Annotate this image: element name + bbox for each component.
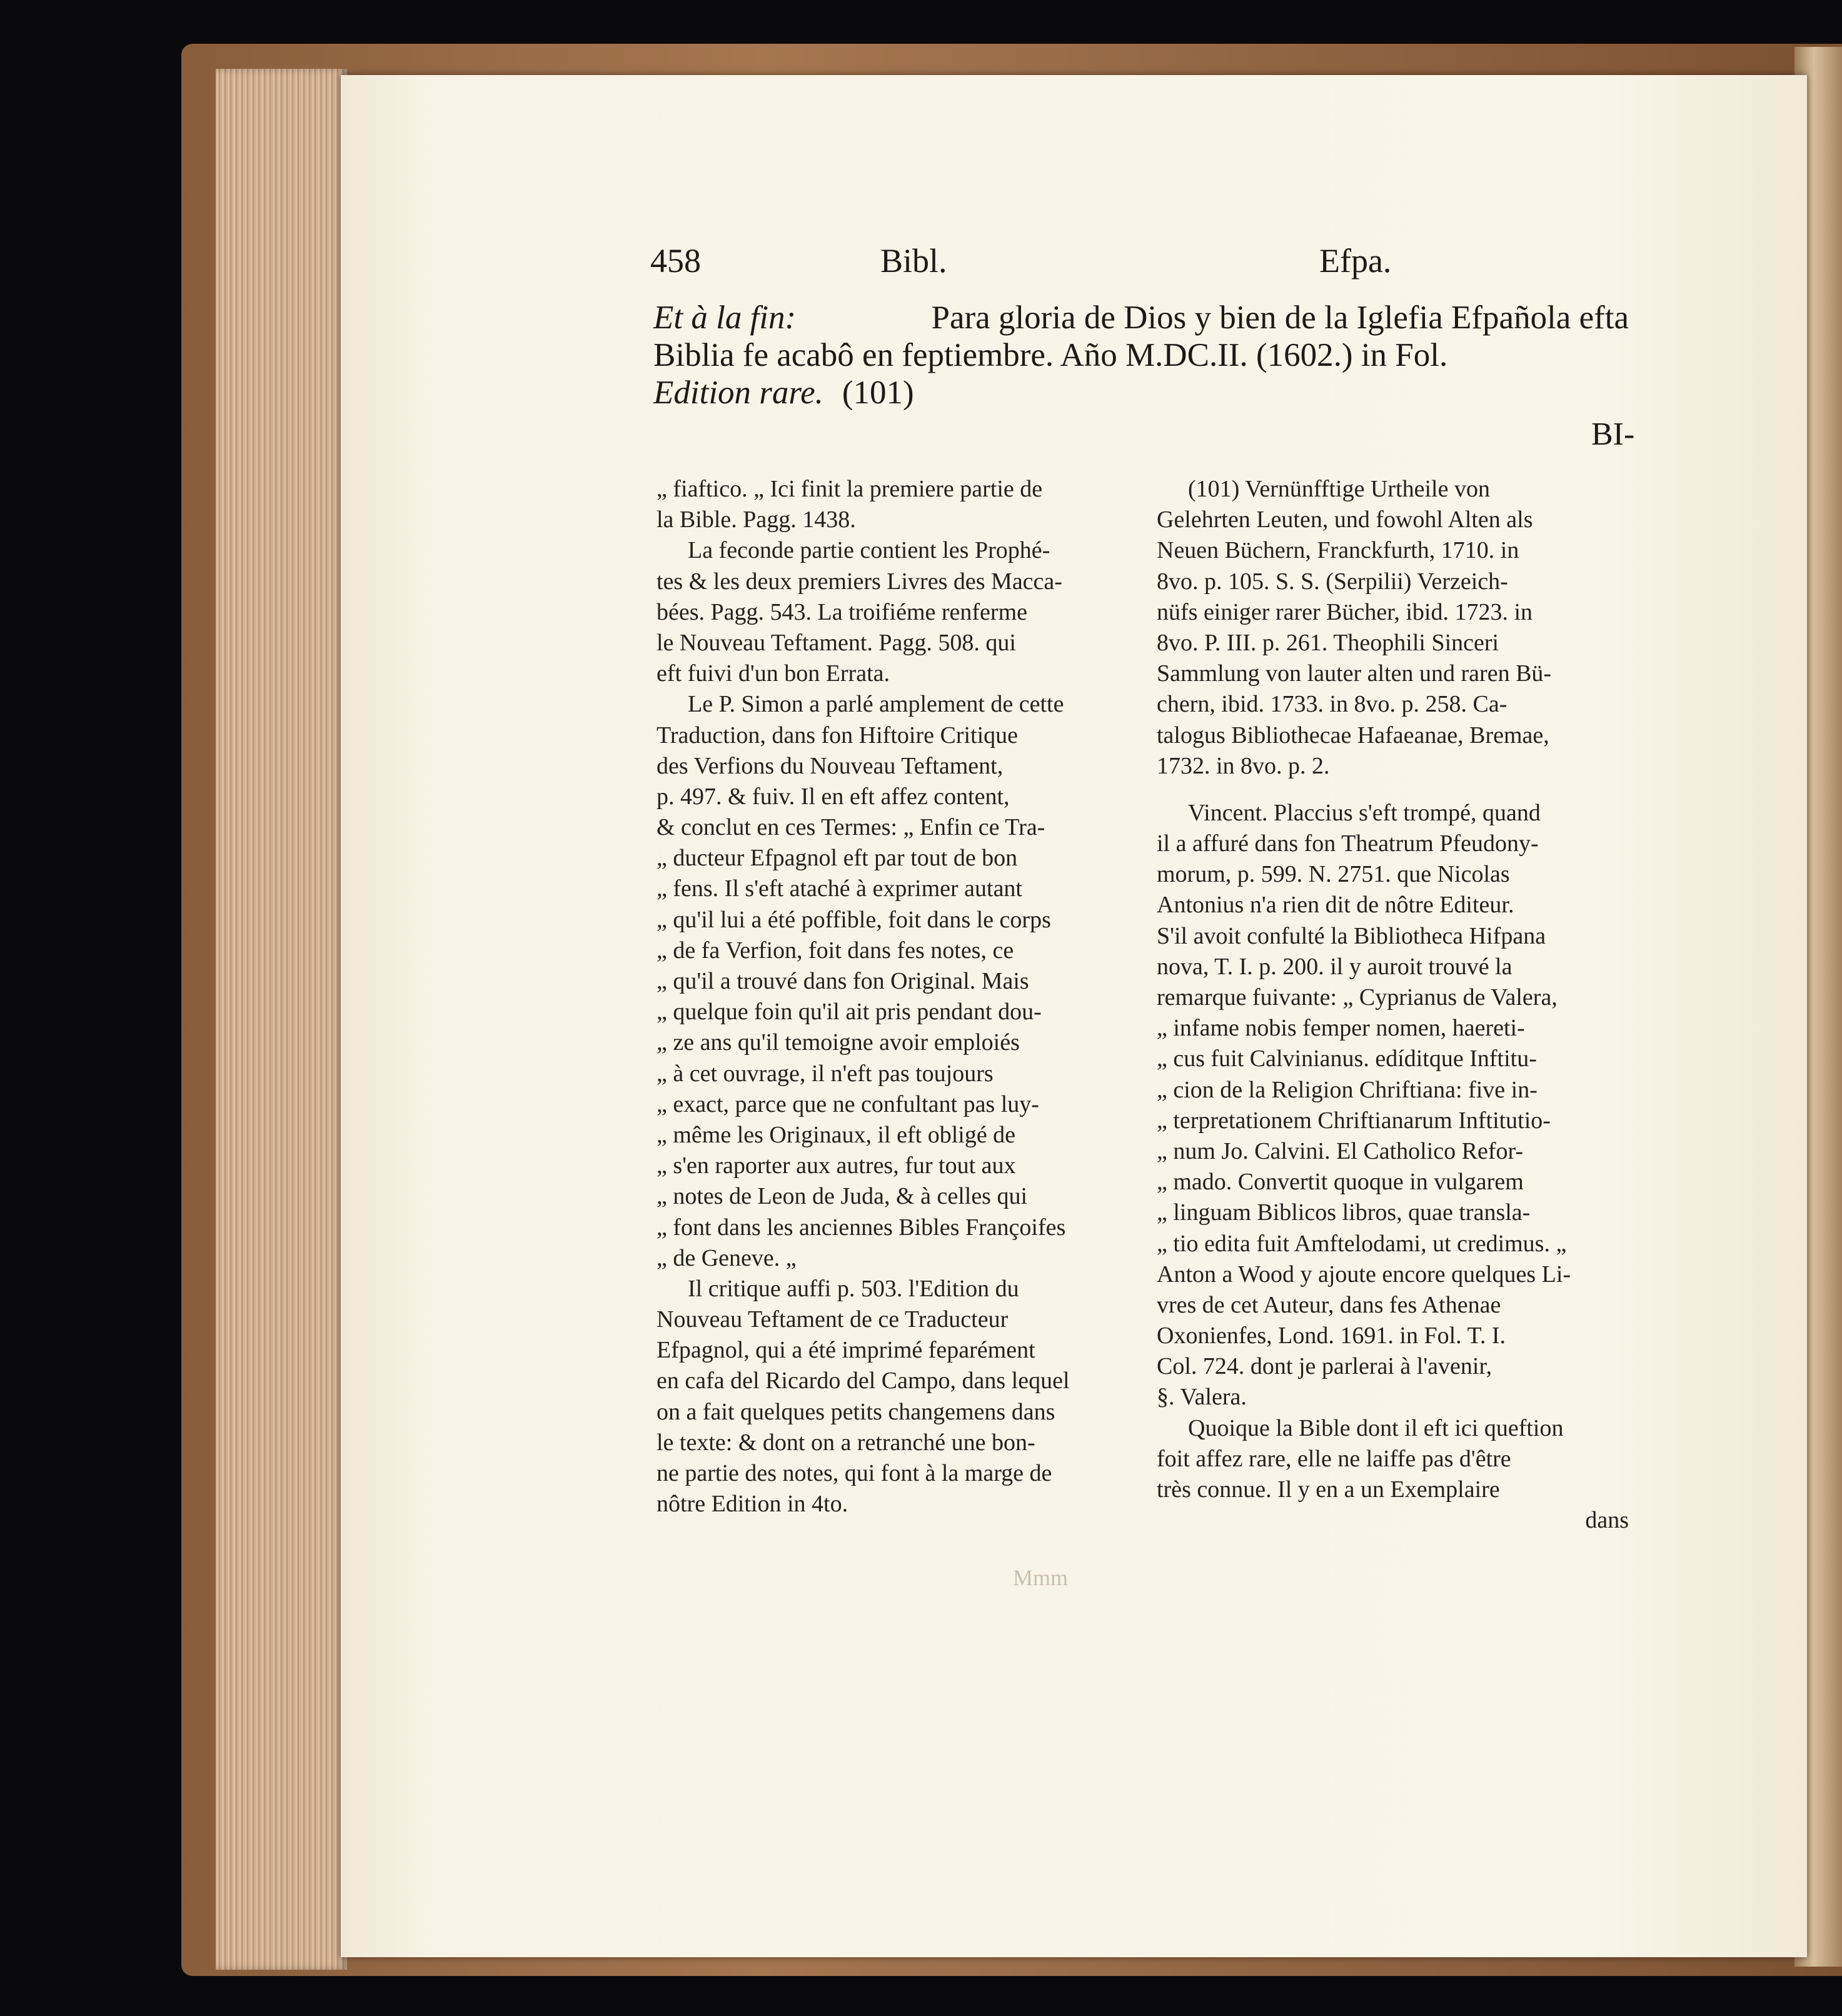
- line-text: „ notes de Leon de Juda, & à celles qui: [657, 1183, 1028, 1210]
- line-text: Oxonienfes, Lond. 1691. in Fol. T. I.: [1157, 1323, 1506, 1349]
- text-line: [1157, 535, 1629, 566]
- line-text: on a fait quelques petits changemens dans: [657, 1398, 1055, 1425]
- text-line: [657, 1059, 1129, 1089]
- line-text: „ qu'il a trouvé dans fon Original. Mais: [657, 968, 1029, 994]
- line-text: Col. 724. dont je parlerai à l'avenir,: [1157, 1353, 1492, 1380]
- text-line: [1157, 1413, 1629, 1444]
- text-line: [1157, 952, 1629, 982]
- line-text: Sammlung von lauter alten und raren Bü-: [1157, 660, 1552, 687]
- text-line: [657, 1274, 1129, 1304]
- line-text: le Nouveau Teftament. Pagg. 508. qui: [657, 629, 1016, 656]
- text-line: [1157, 1044, 1629, 1074]
- line-text: „ fiaftico. „ Ici finit la premiere partie de: [657, 476, 1043, 502]
- text-line: [1157, 505, 1629, 535]
- text-line: [1157, 1382, 1629, 1413]
- title-line: [653, 299, 1629, 336]
- line-text: Quoique la Bible dont il eft ici queftion: [1188, 1414, 1564, 1441]
- line-text: (101) Vernünfftige Urtheile von: [1188, 476, 1490, 502]
- line-text: „ ze ans qu'il temoigne avoir emploiés: [657, 1029, 1020, 1056]
- text-line: [1157, 597, 1629, 628]
- text-line: [657, 1335, 1129, 1366]
- line-text: „ linguam Biblicos libros, quae transla-: [1157, 1199, 1531, 1226]
- text-line: [657, 1089, 1129, 1120]
- text-line: [657, 905, 1129, 935]
- line-text: „ qu'il lui a été poffible, foit dans le corps: [657, 906, 1051, 933]
- line-text: „ même les Originaux, il eft obligé de: [657, 1121, 1016, 1148]
- line-text: Le P. Simon a parlé amplement de cette: [688, 691, 1064, 718]
- text-line: [657, 1458, 1129, 1489]
- text-line: [1157, 890, 1629, 920]
- line-text: „ tio edita fuit Amftelodami, ut credimus. „: [1157, 1230, 1567, 1257]
- text-line: [657, 1120, 1129, 1151]
- line-text: remarque fuivante: „ Cyprianus de Valera,: [1157, 984, 1558, 1011]
- text-line: [1157, 1351, 1629, 1382]
- text-line: [657, 1212, 1129, 1243]
- text-line: [1157, 720, 1629, 751]
- line-text: „ font dans les anciennes Bibles Françoifes: [657, 1214, 1066, 1241]
- text-line: [1157, 1197, 1629, 1228]
- text-line: [657, 720, 1129, 751]
- text-line: [657, 812, 1129, 843]
- line-text: nova, T. I. p. 200. il y auroit trouvé la: [1157, 953, 1512, 980]
- line-text: bées. Pagg. 543. La troifiéme renferme: [657, 598, 1027, 625]
- line-text: nüfs einiger rarer Bücher, ibid. 1723. in: [1157, 598, 1533, 625]
- text-line: [657, 997, 1129, 1027]
- text-line: [1157, 1290, 1629, 1321]
- line-text: des Verfions du Nouveau Teftament,: [657, 752, 1004, 779]
- text-line: [657, 535, 1129, 566]
- line-text: „ cion de la Religion Chriftiana: five in-: [1157, 1076, 1538, 1103]
- line-text: tes & les deux premiers Livres des Macca-: [657, 568, 1062, 595]
- line-text: il a affuré dans fon Theatrum Pfeudony-: [1157, 830, 1539, 857]
- line-text: „ à cet ouvrage, il n'eft pas toujours: [657, 1060, 994, 1087]
- text-line: [657, 782, 1129, 812]
- text-line: [657, 474, 1129, 505]
- title-text: Biblia fe acabô en feptiembre. Año M.DC.II. (1602.) in Fol.: [653, 337, 1448, 373]
- text-line: [657, 505, 1129, 535]
- text-line: [657, 1181, 1129, 1212]
- title-line: [653, 374, 1629, 411]
- line-text: „ num Jo. Calvini. El Catholico Refor-: [1157, 1137, 1524, 1164]
- title-intro: Et à la fin:: [653, 300, 797, 336]
- paragraph-gap: [1157, 782, 1629, 798]
- line-text: „ cus fuit Calvinianus. edíditque Inftitu-: [1157, 1046, 1537, 1072]
- line-text: „ infame nobis femper nomen, haereti-: [1157, 1015, 1525, 1042]
- text-line: [1157, 1444, 1629, 1474]
- text-line: [657, 1027, 1129, 1058]
- text-line: [1157, 1321, 1629, 1351]
- line-text: chern, ibid. 1733. in 8vo. p. 258. Ca-: [1157, 691, 1507, 718]
- line-text: 1732. in 8vo. p. 2.: [1157, 752, 1330, 779]
- text-line: [1157, 798, 1629, 829]
- title-text: Para gloria de Dios y bien de la Iglefia Efpañola efta: [931, 300, 1629, 336]
- text-line: [657, 658, 1129, 689]
- text-line: [1157, 1075, 1629, 1106]
- line-text: Antonius n'a rien dit de nôtre Editeur.: [1157, 892, 1514, 919]
- line-text: en cafa del Ricardo del Campo, dans lequel: [657, 1368, 1070, 1394]
- text-line: [657, 1304, 1129, 1335]
- line-text: nôtre Edition in 4to.: [657, 1491, 848, 1518]
- line-text: „ de fa Verfion, foit dans fes notes, ce: [657, 937, 1014, 964]
- text-line: [1157, 1167, 1629, 1197]
- text-line: [1157, 1474, 1629, 1505]
- line-text: „ fens. Il s'eft ataché à exprimer autant: [657, 875, 1022, 902]
- line-text: & conclut en ces Termes: „ Enfin ce Tra-: [657, 814, 1045, 841]
- text-line: [657, 1428, 1129, 1458]
- line-text: „ exact, parce que ne confultant pas luy-: [657, 1091, 1039, 1117]
- running-head-right: Efpa.: [1319, 242, 1392, 280]
- running-head-left: Bibl.: [880, 242, 947, 280]
- text-line: [1157, 474, 1629, 505]
- text-line: [657, 1243, 1129, 1274]
- line-text: „ de Geneve. „: [657, 1244, 797, 1271]
- line-text: le texte: & dont on a retranché une bon-: [657, 1429, 1035, 1456]
- text-line: [1157, 921, 1629, 952]
- text-line: [1157, 1505, 1629, 1536]
- line-text: „ quelque foin qu'il ait pris pendant dou-: [657, 999, 1042, 1026]
- catchword-top: BI-: [1591, 416, 1635, 452]
- line-text: §. Valera.: [1157, 1384, 1247, 1411]
- line-text: ne partie des notes, qui font à la marge de: [657, 1460, 1052, 1486]
- text-line: [657, 874, 1129, 904]
- text-line: [1157, 1136, 1629, 1167]
- text-line: [1157, 859, 1629, 890]
- line-text: 8vo. p. 105. S. S. (Serpilii) Verzeich-: [1157, 568, 1508, 595]
- line-text: morum, p. 599. N. 2751. que Nicolas: [1157, 861, 1510, 888]
- footnote-ref: (101): [842, 375, 914, 411]
- text-line: [1157, 1259, 1629, 1290]
- text-line: [657, 966, 1129, 997]
- left-column: [657, 474, 1129, 1520]
- line-text: foit affez rare, elle ne laiffe pas d'être: [1157, 1445, 1511, 1472]
- text-line: [1157, 751, 1629, 782]
- line-text: p. 497. & fuiv. Il en eft affez content,: [657, 783, 1010, 810]
- line-text: S'il avoit confulté la Bibliotheca Hifpana: [1157, 922, 1546, 949]
- line-text: talogus Bibliothecae Hafaeanae, Bremae,: [1157, 722, 1549, 748]
- line-text: Il critique auffi p. 503. l'Edition du: [688, 1275, 1019, 1302]
- line-text: Vincent. Placcius s'eft trompé, quand: [1188, 799, 1541, 826]
- text-line: [1157, 689, 1629, 720]
- line-text: La feconde partie contient les Prophé-: [688, 537, 1050, 564]
- text-line: [1157, 982, 1629, 1013]
- page-edges: [216, 69, 347, 1970]
- line-text: vres de cet Auteur, dans fes Athenae: [1157, 1291, 1501, 1318]
- text-line: [657, 935, 1129, 966]
- show-through-signature: Mmm: [1013, 1565, 1069, 1590]
- line-text: Nouveau Teftament de ce Traducteur: [657, 1306, 1009, 1333]
- text-line: [657, 843, 1129, 874]
- text-line: [657, 1366, 1129, 1396]
- right-column: [1157, 474, 1629, 1536]
- line-text: Traduction, dans fon Hiftoire Critique: [657, 722, 1019, 748]
- text-line: [1157, 1013, 1629, 1044]
- line-text: dans: [1585, 1507, 1629, 1534]
- line-text: la Bible. Pagg. 1438.: [657, 507, 856, 533]
- line-text: Gelehrten Leuten, und fowohl Alten als: [1157, 507, 1533, 533]
- line-text: Neuen Büchern, Franckfurth, 1710. in: [1157, 537, 1519, 564]
- text-line: [657, 628, 1129, 658]
- page-number: 458: [650, 242, 701, 280]
- text-line: [1157, 567, 1629, 597]
- text-line: [1157, 829, 1629, 859]
- title-line: [653, 336, 1629, 374]
- text-line: [657, 1397, 1129, 1428]
- line-text: „ s'en raporter aux autres, fur tout aux: [657, 1152, 1016, 1179]
- line-text: eft fuivi d'un bon Errata.: [657, 660, 890, 687]
- text-line: [657, 1489, 1129, 1520]
- text-line: [1157, 1229, 1629, 1259]
- line-text: très connue. Il y en a un Exemplaire: [1157, 1476, 1500, 1503]
- text-line: [657, 597, 1129, 628]
- text-line: [657, 689, 1129, 720]
- title-block: [653, 299, 1629, 411]
- text-line: [657, 1151, 1129, 1181]
- text-line: [657, 751, 1129, 782]
- line-text: „ terpretationem Chriftianarum Inftitutio-: [1157, 1107, 1551, 1134]
- edition-note: Edition rare.: [653, 375, 823, 411]
- line-text: Efpagnol, qui a été imprimé feparément: [657, 1337, 1035, 1364]
- text-line: [657, 567, 1129, 597]
- line-text: Anton a Wood y ajoute encore quelques Li-: [1157, 1261, 1571, 1288]
- line-text: 8vo. P. III. p. 261. Theophili Sinceri: [1157, 629, 1499, 656]
- line-text: „ mado. Convertit quoque in vulgarem: [1157, 1169, 1524, 1196]
- line-text: „ ducteur Efpagnol eft par tout de bon: [657, 845, 1018, 872]
- text-line: [1157, 628, 1629, 658]
- text-line: [1157, 658, 1629, 689]
- text-line: [1157, 1106, 1629, 1136]
